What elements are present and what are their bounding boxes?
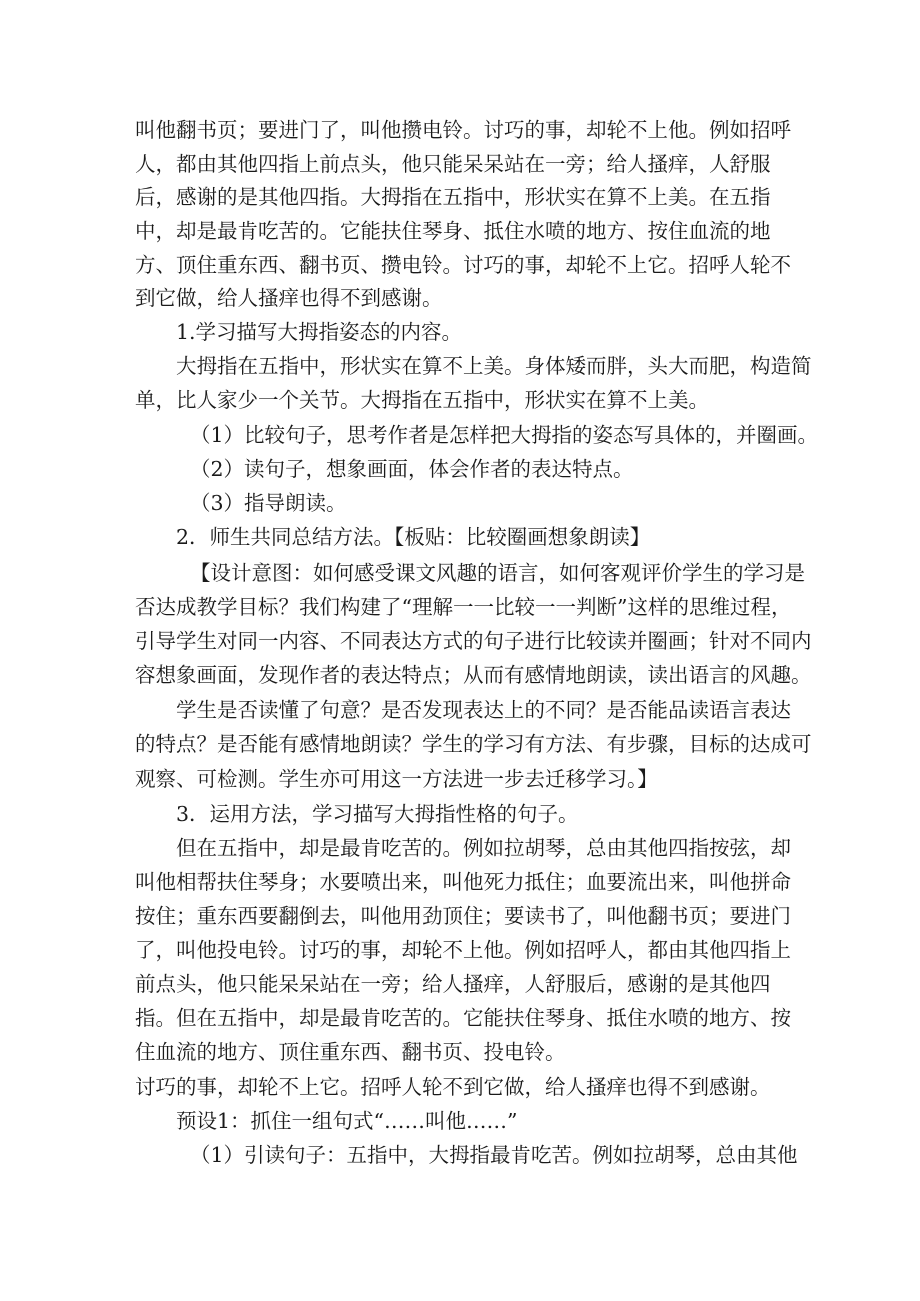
section-heading-3: 3．运用方法，学习描写大拇指性格的句子。 xyxy=(176,802,579,826)
text-line-22: 但在五指中，却是最肯吃苦的。例如拉胡琴，总由其他四指按弦，却 xyxy=(176,836,791,860)
section-heading-1: 1.学习描写大拇指姿态的内容。 xyxy=(176,320,463,344)
text-line-19: 的特点？是否能有感情地朗读？学生的学习有方法、有步骤，目标的达成可 xyxy=(135,732,812,756)
text-line-5: 方、顶住重东西、翻书页、攒电铃。讨巧的事，却轮不上它。招呼人轮不 xyxy=(135,253,791,277)
preset-heading-1: 预设1：抓住一组句式“……叫他……” xyxy=(176,1109,518,1133)
text-line-2: 人，都由其他四指上前点头，他只能呆呆站在一旁；给人搔痒，人舒服 xyxy=(135,152,771,176)
text-line-15: 否达成教学目标？我们构建了“理解一一比较一一判断”这样的思维过程， xyxy=(135,595,792,619)
text-line-26: 前点头，他只能呆呆站在一旁；给人搔痒，人舒服后，感谢的是其他四 xyxy=(135,972,771,996)
text-line-3: 后，感谢的是其他四指。大拇指在五指中，形状实在算不上美。在五指 xyxy=(135,185,771,209)
list-item-1: （1）比较句子，思考作者是怎样把大拇指的姿态写具体的，并圈画。 xyxy=(190,423,819,447)
text-line-27: 指。但在五指中，却是最肯吃苦的。它能扶住琴身、抵住水喷的地方、按 xyxy=(135,1006,791,1030)
text-line-29: 讨巧的事，却轮不上它。招呼人轮不到它做，给人搔痒也得不到感谢。 xyxy=(135,1075,771,1099)
text-line-8: 大拇指在五指中，形状实在算不上美。身体矮而胖，头大而肥，构造简 xyxy=(176,354,812,378)
list-item-4: （1）引读句子：五指中，大拇指最肯吃苦。例如拉胡琴，总由其他 xyxy=(190,1143,798,1167)
list-item-2: （2）读句子，想象画面，体会作者的表达特点。 xyxy=(190,457,634,481)
text-line-18: 学生是否读懂了句意？是否发现表达上的不同？是否能品读语言表达 xyxy=(176,698,791,722)
text-line-6: 到它做，给人搔痒也得不到感谢。 xyxy=(135,286,443,310)
text-line-24: 按住；重东西要翻倒去，叫他用劲顶住；要读书了，叫他翻书页；要进门 xyxy=(135,904,791,928)
text-line-25: 了，叫他投电铃。讨巧的事，却轮不上他。例如招呼人，都由其他四指上 xyxy=(135,938,791,962)
text-line-9: 单，比人家少一个关节。大拇指在五指中，形状实在算不上美。 xyxy=(135,388,709,412)
text-line-4: 中，却是最肯吃苦的。它能扶住琴身、抵住水喷的地方、按住血流的地 xyxy=(135,219,771,243)
text-line-14: 【设计意图：如何感受课文风趣的语言，如何客观评价学生的学习是 xyxy=(190,561,805,585)
text-line-16: 引导学生对同一内容、不同表达方式的句子进行比较读并圈画；针对不同内 xyxy=(135,629,812,653)
text-line-20: 观察、可检测。学生亦可用这一方法进一步去迁移学习。】 xyxy=(135,767,658,791)
list-item-3: （3）指导朗读。 xyxy=(190,491,347,515)
text-line-28: 住血流的地方、顶住重东西、翻书页、投电铃。 xyxy=(135,1040,566,1064)
section-heading-2: 2．师生共同总结方法。【板贴：比较圈画想象朗读】 xyxy=(176,525,651,549)
text-line-1: 叫他翻书页；要进门了，叫他攒电铃。讨巧的事，却轮不上他。例如招呼 xyxy=(135,118,791,142)
text-line-17: 容想象画面，发现作者的表达特点；从而有感情地朗读，读出语言的风趣。 xyxy=(135,663,812,687)
text-line-23: 叫他相帮扶住琴身；水要喷出来，叫他死力抵住；血要流出来，叫他拼命 xyxy=(135,870,791,894)
